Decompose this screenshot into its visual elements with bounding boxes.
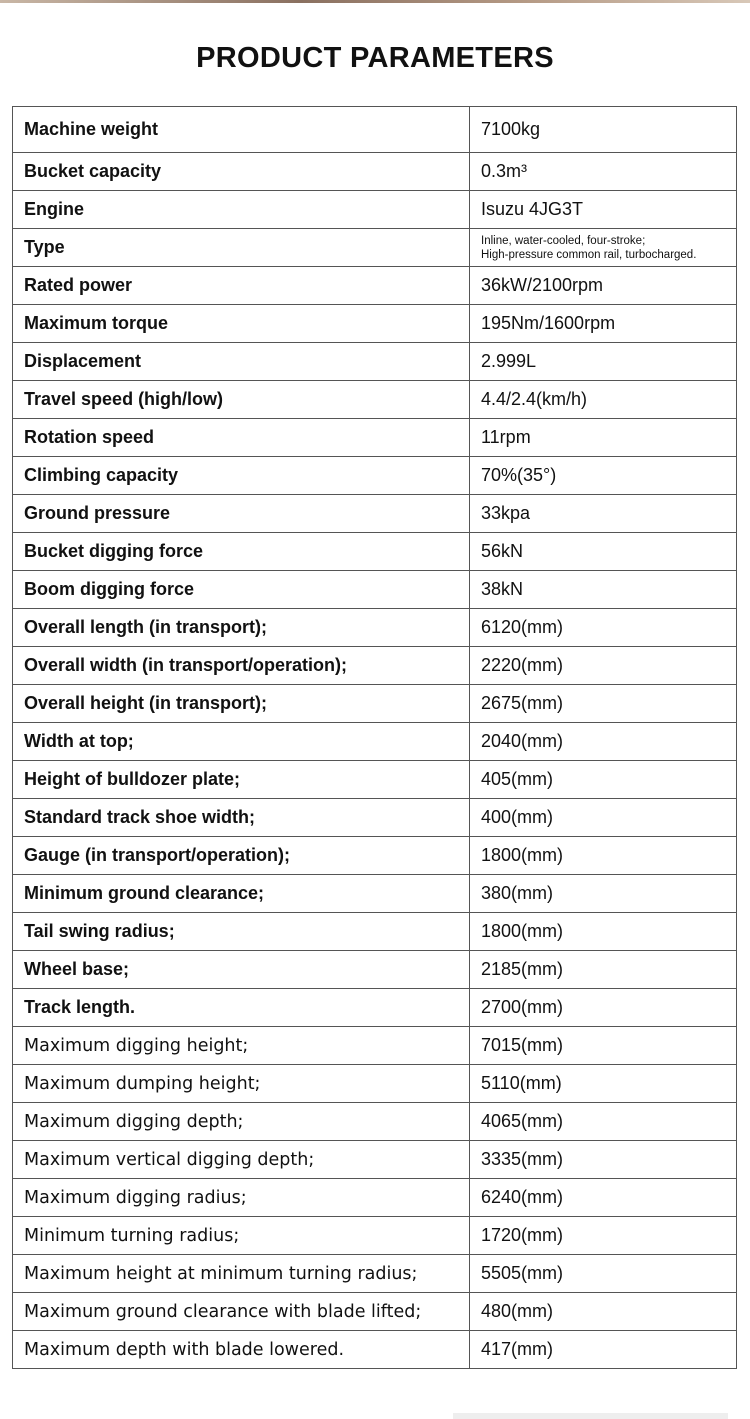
- param-name: Bucket capacity: [13, 153, 470, 191]
- param-name: Engine: [13, 191, 470, 229]
- param-value: 1800(mm): [470, 837, 737, 875]
- top-decorative-strip: [0, 0, 750, 3]
- table-row: [13, 571, 737, 609]
- table-row: [13, 1103, 737, 1141]
- table-row: [13, 913, 737, 951]
- table-row: [13, 1255, 737, 1293]
- param-name: Maximum torque: [13, 305, 470, 343]
- param-name: Maximum vertical digging depth;: [13, 1141, 470, 1179]
- param-value: 36kW/2100rpm: [470, 267, 737, 305]
- param-value: 6120(mm): [470, 609, 737, 647]
- table-row: [13, 191, 737, 229]
- param-value: Isuzu 4JG3T: [470, 191, 737, 229]
- table-row: [13, 229, 737, 267]
- table-row: [13, 685, 737, 723]
- table-row: [13, 761, 737, 799]
- table-row: [13, 723, 737, 761]
- table-row: [13, 1331, 737, 1369]
- param-value: 1720(mm): [470, 1217, 737, 1255]
- table-row: [13, 419, 737, 457]
- param-value: 2185(mm): [470, 951, 737, 989]
- table-row: [13, 1179, 737, 1217]
- param-name: Ground pressure: [13, 495, 470, 533]
- param-value: 417(mm): [470, 1331, 737, 1369]
- table-row: [13, 1141, 737, 1179]
- param-value: 5505(mm): [470, 1255, 737, 1293]
- table-row: [13, 533, 737, 571]
- param-value: 4065(mm): [470, 1103, 737, 1141]
- table-row: [13, 875, 737, 913]
- parameters-table: [12, 106, 737, 1369]
- param-name: Rated power: [13, 267, 470, 305]
- param-name: Overall length (in transport);: [13, 609, 470, 647]
- param-value: 56kN: [470, 533, 737, 571]
- param-name: Maximum dumping height;: [13, 1065, 470, 1103]
- param-name: Gauge (in transport/operation);: [13, 837, 470, 875]
- table-row: [13, 799, 737, 837]
- param-value: 5110(mm): [470, 1065, 737, 1103]
- param-name: Overall height (in transport);: [13, 685, 470, 723]
- param-name: Standard track shoe width;: [13, 799, 470, 837]
- param-name: Maximum digging height;: [13, 1027, 470, 1065]
- table-row: [13, 267, 737, 305]
- param-value: 33kpa: [470, 495, 737, 533]
- table-row: [13, 1065, 737, 1103]
- param-name: Tail swing radius;: [13, 913, 470, 951]
- param-name: Maximum digging radius;: [13, 1179, 470, 1217]
- table-row: [13, 1217, 737, 1255]
- param-name: Minimum ground clearance;: [13, 875, 470, 913]
- table-row: [13, 381, 737, 419]
- table-row: [13, 989, 737, 1027]
- param-value: 2220(mm): [470, 647, 737, 685]
- param-name: Maximum ground clearance with blade lifted;: [13, 1293, 470, 1331]
- param-name: Maximum digging depth;: [13, 1103, 470, 1141]
- param-value: 380(mm): [470, 875, 737, 913]
- param-name: Machine weight: [13, 107, 470, 153]
- table-row: [13, 951, 737, 989]
- param-value: 11rpm: [470, 419, 737, 457]
- param-name: Type: [13, 229, 470, 267]
- table-row: [13, 1027, 737, 1065]
- param-value: 1800(mm): [470, 913, 737, 951]
- param-value: 480(mm): [470, 1293, 737, 1331]
- param-value-line: High-pressure common rail, turbocharged.: [481, 248, 697, 261]
- param-value: 6240(mm): [470, 1179, 737, 1217]
- param-name: Travel speed (high/low): [13, 381, 470, 419]
- param-value: [470, 229, 737, 267]
- param-value: 70%(35°): [470, 457, 737, 495]
- param-name: Minimum turning radius;: [13, 1217, 470, 1255]
- param-value: 7100kg: [470, 107, 737, 153]
- param-value: 0.3m³: [470, 153, 737, 191]
- param-value: 405(mm): [470, 761, 737, 799]
- param-name: Climbing capacity: [13, 457, 470, 495]
- param-value: 2040(mm): [470, 723, 737, 761]
- table-row: [13, 153, 737, 191]
- param-value: 7015(mm): [470, 1027, 737, 1065]
- param-name: Maximum height at minimum turning radius;: [13, 1255, 470, 1293]
- param-name: Displacement: [13, 343, 470, 381]
- param-name: Maximum depth with blade lowered.: [13, 1331, 470, 1369]
- param-value: 2675(mm): [470, 685, 737, 723]
- param-value: 3335(mm): [470, 1141, 737, 1179]
- param-value-line: Inline, water-cooled, four-stroke;: [481, 234, 646, 247]
- param-name: Height of bulldozer plate;: [13, 761, 470, 799]
- table-row: [13, 107, 737, 153]
- param-value: 195Nm/1600rpm: [470, 305, 737, 343]
- bottom-decorative-bar: [453, 1413, 728, 1419]
- table-row: [13, 343, 737, 381]
- table-row: [13, 305, 737, 343]
- param-value: 400(mm): [470, 799, 737, 837]
- param-name: Rotation speed: [13, 419, 470, 457]
- param-name: Track length.: [13, 989, 470, 1027]
- param-value: 38kN: [470, 571, 737, 609]
- table-row: [13, 495, 737, 533]
- table-row: [13, 1293, 737, 1331]
- param-name: Wheel base;: [13, 951, 470, 989]
- table-row: [13, 609, 737, 647]
- param-name: Width at top;: [13, 723, 470, 761]
- param-value: 4.4/2.4(km/h): [470, 381, 737, 419]
- param-value: 2700(mm): [470, 989, 737, 1027]
- param-value: 2.999L: [470, 343, 737, 381]
- param-name: Overall width (in transport/operation);: [13, 647, 470, 685]
- param-name: Bucket digging force: [13, 533, 470, 571]
- table-row: [13, 457, 737, 495]
- table-row: [13, 647, 737, 685]
- page-title: PRODUCT PARAMETERS: [196, 42, 554, 74]
- table-row: [13, 837, 737, 875]
- param-name: Boom digging force: [13, 571, 470, 609]
